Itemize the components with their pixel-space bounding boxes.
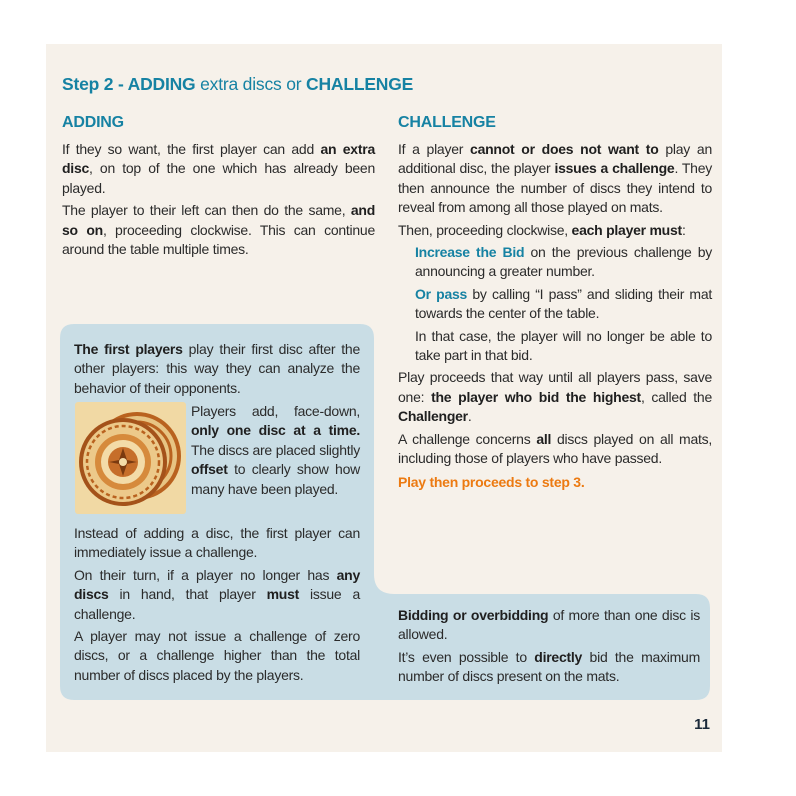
page-number: 11 — [694, 716, 710, 733]
disc-caption — [191, 402, 360, 502]
option-increase-bid: Increase the Bid on the previous challenge by announcing a greater number. — [415, 244, 713, 280]
rulebook-page — [46, 44, 722, 752]
first-players-note: The first players play their first disc after the other players: this way they can analyze the behavior of their opponents. — [74, 341, 360, 396]
adding-heading: ADDING — [62, 114, 124, 131]
direct-bid-note: It’s even possible to directly bid the maximum number of discs present on the mats. — [398, 648, 700, 685]
adding-section — [62, 140, 375, 262]
challenge-heading: CHALLENGE — [398, 114, 496, 131]
next-step-note: Play then proceeds to step 3. — [398, 473, 585, 490]
info-box-right — [398, 606, 700, 690]
step-title: Step 2 - ADDING extra discs or CHALLENGE — [62, 74, 414, 94]
info-box-left-lower — [74, 524, 360, 688]
option-pass: Or pass by calling “I pass” and sliding their mat towards the center of the table. — [415, 285, 713, 322]
challenge-paragraph-2: Then, proceeding clockwise, each player must: — [398, 221, 686, 238]
challenge-paragraph-3: Play proceeds that way until all players pass, save one: the player who bid the highest, called the Challenger. — [398, 369, 713, 425]
disc-icon — [75, 402, 186, 514]
adding-paragraph-2: The player to their left can then do the same, and so on, proceeding clockwise. This can continue around the table multiple times. — [62, 202, 375, 258]
overbidding-note: Bidding or overbidding of more than one disc is allowed. — [398, 607, 700, 643]
disc-caption-text: Players add, face-down, only one disc at a time. The discs are placed slightly offset to clearly show how many have been played. — [191, 403, 360, 497]
challenge-paragraph-4: A challenge concerns all discs played on all mats, including those of players who have passed. — [398, 430, 713, 467]
challenge-paragraph-1: If a player cannot or does not want to play an additional disc, the player issues a challenge. They then announce the number of discs they intend to reveal from among all those played on mats. — [398, 141, 712, 216]
challenge-limits-note: A player may not issue a challenge of zero discs, or a challenge higher than the total number of discs placed by the players. — [74, 628, 360, 683]
stacked-discs-illustration — [75, 402, 186, 514]
no-discs-note: On their turn, if a player no longer has any discs in hand, that player must issue a challenge. — [74, 566, 360, 622]
option-pass-note: In that case, the player will no longer be able to take part in that bid. — [415, 327, 712, 364]
immediate-challenge-note: Instead of adding a disc, the first player can immediately issue a challenge. — [74, 525, 360, 561]
adding-paragraph-1: If they so want, the first player can add an extra disc, on top of the one which has already been played. — [62, 141, 375, 196]
info-box-left — [74, 340, 360, 401]
